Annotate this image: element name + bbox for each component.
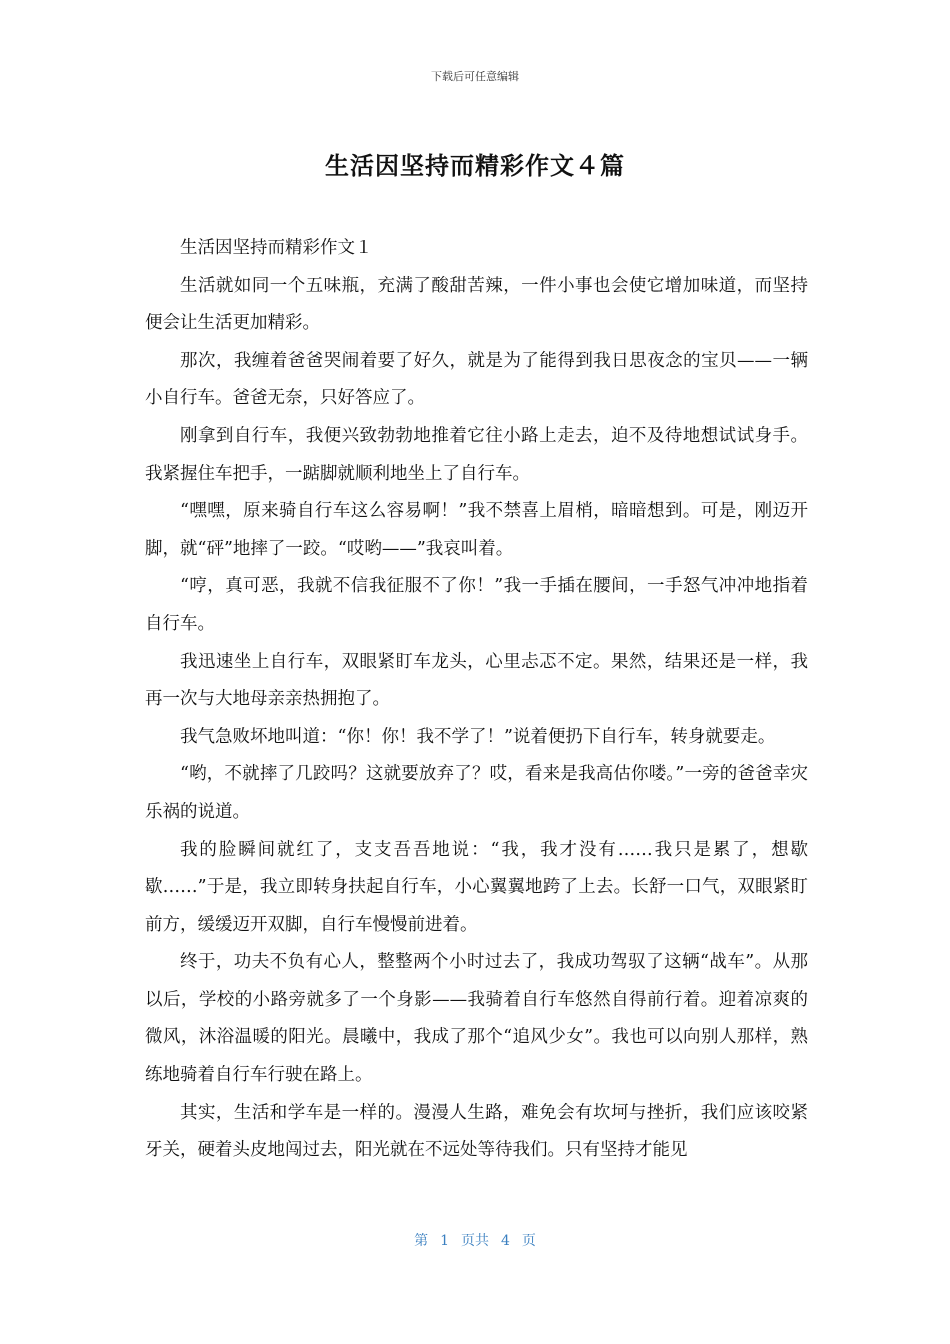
paragraph: 我的脸瞬间就红了，支支吾吾地说：“我，我才没有……我只是累了，想歇歇……”于是，我立即转身扶起自行车，小心翼翼地跨了上去。长舒一口气，双眼紧盯前方，缓缓迈开双脚，自行车慢慢前进着。 [145,839,808,935]
paragraph: 那次，我缠着爸爸哭闹着要了好久，就是为了能得到我日思夜念的宝贝——一辆小自行车。爸爸无奈，只好答应了。 [145,350,808,409]
paragraph: 终于，功夫不负有心人，整整两个小时过去了，我成功驾驭了这辆“战车”。从那以后，学校的小路旁就多了一个身影——我骑着自行车悠然自得前行着。迎着凉爽的微风，沐浴温暖的阳光。晨曦中，我成了那个“追风少女”。我也可以向别人那样，熟练地骑着自行车行驶在路上。 [145,952,808,1086]
paragraph: 生活就如同一个五味瓶，充满了酸甜苦辣，一件小事也会使它增加味道，而坚持便会让生活更加精彩。 [145,275,808,334]
page-label-prefix: 第 [414,1233,429,1249]
paragraph: “嘿嘿，原来骑自行车这么容易啊！”我不禁喜上眉梢，暗暗想到。可是，刚迈开脚，就“砰”地摔了一跤。“哎哟——”我哀叫着。 [145,501,808,559]
document-body [145,230,808,1170]
page-current: 1 [440,1233,449,1249]
paragraph: 生活因坚持而精彩作文１ [180,238,373,258]
header-note: 下载后可任意编辑 [431,70,519,83]
paragraph: “哼，真可恶，我就不信我征服不了你！”我一手插在腰间，一手怒气冲冲地指着自行车。 [145,576,808,634]
paragraph: 刚拿到自行车，我便兴致勃勃地推着它往小路上走去，迫不及待地想试试身手。我紧握住车把手，一踮脚就顺利地坐上了自行车。 [145,425,808,484]
paragraph: 其实，生活和学车是一样的。漫漫人生路，难免会有坎坷与挫折，我们应该咬紧牙关，硬着头皮地闯过去，阳光就在不远处等待我们。只有坚持才能见 [145,1102,808,1161]
paragraph: “哟，不就摔了几跤吗？这就要放弃了？哎，看来是我高估你喽。”一旁的爸爸幸灾乐祸的说道。 [145,764,808,822]
page-label-suffix: 页 [521,1233,536,1249]
page-total: 4 [501,1233,510,1249]
page-footer [0,1230,950,1250]
document-title: 生活因坚持而精彩作文４篇 [325,152,625,180]
paragraph: 我迅速坐上自行车，双眼紧盯车龙头，心里忐忑不定。果然，结果还是一样，我再一次与大地母亲亲热拥抱了。 [145,651,808,710]
paragraph: 我气急败坏地叫道：“你！你！我不学了！”说着便扔下自行车，转身就要走。 [180,726,776,747]
page-label-mid: 页共 [461,1233,489,1249]
